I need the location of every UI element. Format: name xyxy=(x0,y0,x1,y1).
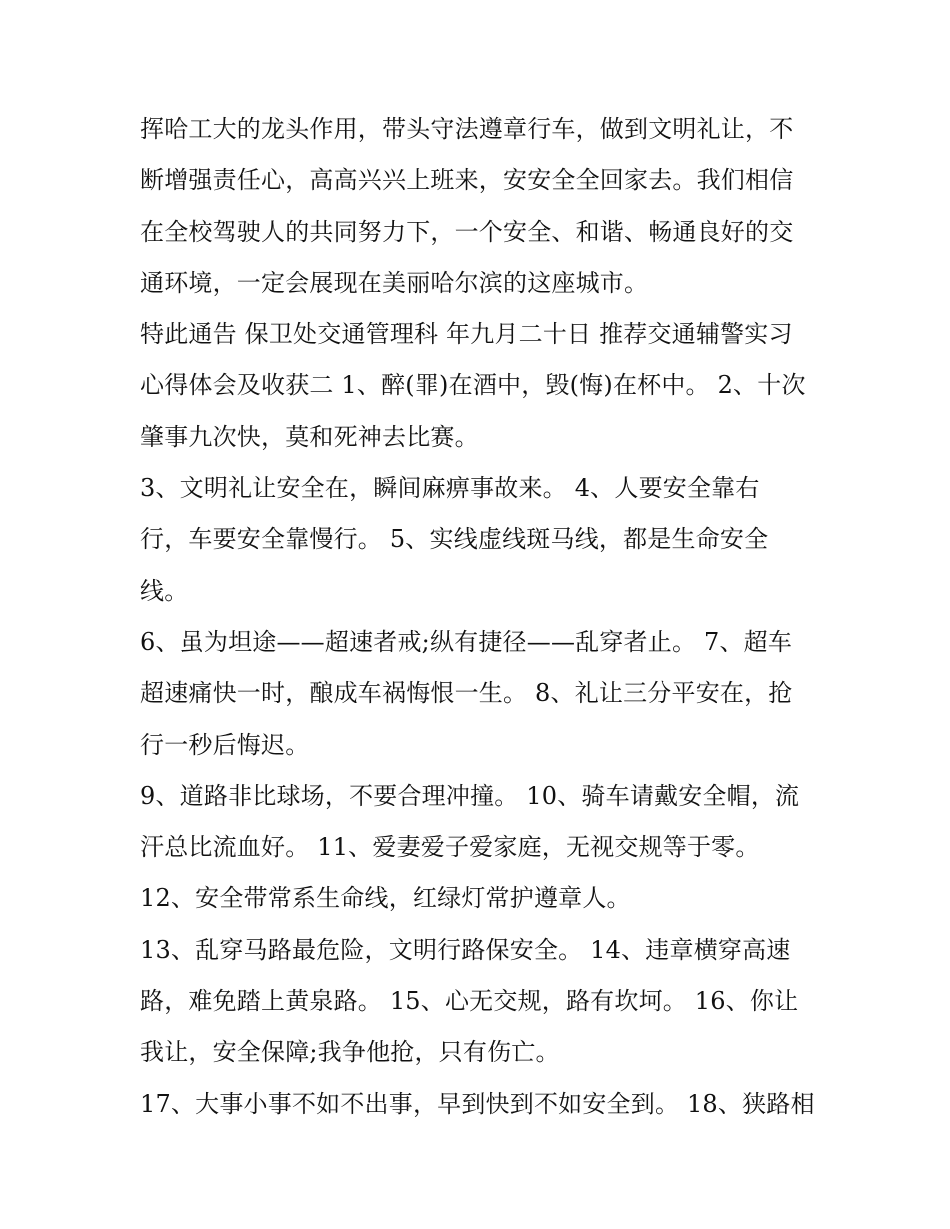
paragraph xyxy=(140,617,820,771)
text-line: 6、虽为坦途——超速者戒;纵有捷径——乱穿者止。 7、超车 xyxy=(140,627,793,656)
paragraph xyxy=(140,771,820,874)
text-line: 13、乱穿马路最危险，文明行路保安全。 14、违章横穿高速 xyxy=(140,935,791,964)
text-line: 肇事九次快，莫和死神去比赛。 xyxy=(140,422,479,451)
text-line: 心得体会及收获二 1、醉(罪)在酒中，毁(悔)在杯中。 2、十次 xyxy=(140,371,806,400)
paragraph xyxy=(140,1079,820,1130)
text-line: 汗总比流血好。 11、爱妻爱子爱家庭，无视交规等于零。 xyxy=(140,833,760,862)
paragraph xyxy=(140,463,820,617)
paragraph xyxy=(140,925,820,1079)
paragraph xyxy=(140,873,820,924)
text-line: 我让，安全保障;我争他抢，只有伤亡。 xyxy=(140,1038,560,1067)
text-line: 路，难免踏上黄泉路。 15、心无交规，路有坎坷。 16、你让 xyxy=(140,987,799,1016)
text-line: 行，车要安全靠慢行。 5、实线虚线斑马线，都是生命安全 xyxy=(140,525,769,554)
text-line: 通环境，一定会展现在美丽哈尔滨的这座城市。 xyxy=(140,268,649,297)
text-line: 线。 xyxy=(140,576,189,605)
text-line: 断增强责任心，高高兴兴上班来，安安全全回家去。我们相信 xyxy=(140,166,794,195)
text-line: 挥哈工大的龙头作用，带头守法遵章行车，做到文明礼让，不 xyxy=(140,115,794,143)
text-line: 9、道路非比球场，不要合理冲撞。 10、骑车请戴安全帽，流 xyxy=(140,781,800,810)
text-line: 特此通告 保卫处交通管理科 年九月二十日 推荐交通辅警实习 xyxy=(140,320,793,349)
text-line: 行一秒后悔迟。 xyxy=(140,730,310,759)
text-line: 17、大事小事不如不出事，早到快到不如安全到。 18、狭路相 xyxy=(140,1089,815,1118)
text-line: 超速痛快一时，酿成车祸悔恨一生。 8、礼让三分平安在，抢 xyxy=(140,679,793,708)
text-line: 3、文明礼让安全在，瞬间麻痹事故来。 4、人要安全靠右 xyxy=(140,474,760,503)
paragraph xyxy=(140,104,820,309)
text-line: 在全校驾驶人的共同努力下，一个安全、和谐、畅通良好的交 xyxy=(140,217,794,246)
body-text xyxy=(140,104,820,1130)
paragraph xyxy=(140,309,820,463)
text-line: 12、安全带常系生命线，红绿灯常护遵章人。 xyxy=(140,884,631,913)
